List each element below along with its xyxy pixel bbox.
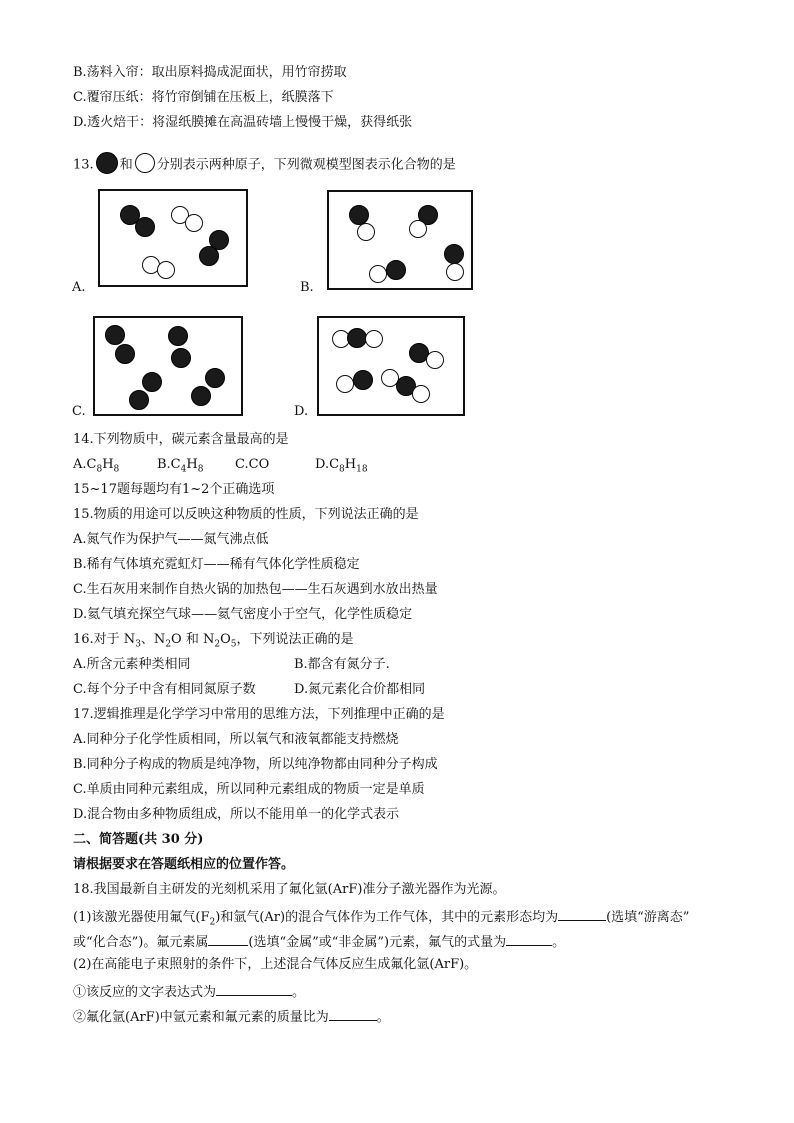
q12-option-d: D.透火焙干：将湿纸膜摊在高温砖墙上慢慢干燥，获得纸张 bbox=[73, 115, 413, 130]
answer-blank[interactable] bbox=[329, 1006, 377, 1021]
q15-option-b: B.稀有气体填充霓虹灯——稀有气体化学性质稳定 bbox=[73, 557, 360, 572]
black-atom-icon bbox=[142, 372, 162, 392]
answer-blank[interactable] bbox=[216, 981, 292, 996]
black-atom-icon bbox=[129, 390, 149, 410]
q17-option-d: D.混合物由多种物质组成，所以不能用单一的化学式表示 bbox=[73, 807, 400, 822]
black-atom-icon bbox=[191, 386, 211, 406]
black-atom-icon bbox=[349, 205, 369, 225]
black-atom-icon bbox=[135, 217, 155, 237]
white-atom-icon bbox=[157, 261, 175, 279]
section-title: 二、简答题(共 30 分) bbox=[73, 832, 204, 847]
q13-label-a: A. bbox=[72, 280, 86, 295]
q14-option-d: $D.C_8H_{18}$ bbox=[315, 457, 368, 475]
black-atom-icon bbox=[115, 344, 135, 364]
q18-part1-line1: (1)该激光器使用氟气$(F_2)$和氩气(Ar)的混合气体作为工作气体，其中的元素形态均为 (选填“游离态” bbox=[73, 906, 689, 932]
q18-part2-1: ①该反应的文字表达式为 。 bbox=[73, 981, 305, 1002]
q14-option-a: $A.C_8H_8$ bbox=[73, 457, 120, 475]
q16-options-row1 bbox=[73, 656, 753, 674]
q13-diagram-a bbox=[98, 189, 248, 287]
white-atom-icon bbox=[412, 385, 430, 403]
q13-stem: 13. 和 分别表示两种原子，下列微观模型图表示化合物的是 bbox=[73, 152, 456, 178]
white-atom-icon bbox=[409, 220, 427, 238]
q18-part2: (2)在高能电子束照射的条件下，上述混合气体反应生成氟化氩(ArF)。 bbox=[73, 957, 478, 972]
answer-blank[interactable] bbox=[208, 931, 248, 946]
q17-option-c: C.单质由同种元素组成，所以同种元素组成的物质一定是单质 bbox=[73, 782, 425, 797]
white-atom-icon bbox=[365, 330, 383, 348]
black-atom-icon bbox=[386, 260, 406, 280]
answer-blank[interactable] bbox=[506, 931, 552, 946]
black-atom-icon bbox=[347, 328, 367, 348]
q16-option-b: B.都含有氮分子. bbox=[294, 657, 390, 672]
q12-option-b: B.荡料入帘：取出原料捣成泥面状，用竹帘捞取 bbox=[73, 65, 347, 80]
black-atom-icon bbox=[353, 370, 373, 390]
q13-label-c: C. bbox=[72, 404, 86, 419]
q14-option-b: $B.C_4H_8$ bbox=[157, 457, 204, 475]
white-atom-icon bbox=[185, 214, 203, 232]
white-atom-icon bbox=[336, 375, 354, 393]
q13-diagram-d bbox=[317, 316, 465, 416]
black-atom-icon bbox=[105, 325, 125, 345]
black-atom-icon bbox=[168, 326, 188, 346]
section-instruction: 请根据要求在答题纸相应的位置作答。 bbox=[73, 857, 295, 872]
q18-part1-line2: 或“化合态”)。氟元素属 (选填“金属”或“非金属”)元素，氟气的式量为 。 bbox=[73, 931, 565, 952]
q17-option-b: B.同种分子构成的物质是纯净物，所以纯净物都由同种分子构成 bbox=[73, 757, 438, 772]
q18-stem: 18.我国最新自主研发的光刻机采用了氟化氩(ArF)准分子激光器作为光源。 bbox=[73, 882, 506, 897]
black-atom-icon bbox=[199, 246, 219, 266]
black-atom-icon bbox=[171, 348, 191, 368]
q14-option-c: C.CO bbox=[235, 457, 270, 472]
q14-stem: 14.下列物质中，碳元素含量最高的是 bbox=[73, 432, 289, 447]
white-atom-icon bbox=[446, 263, 464, 281]
q16-stem: 16.对于 $N_3$、$N_2O$ 和 $N_2O_5$，下列说法正确的是 bbox=[73, 632, 354, 650]
white-atom-icon bbox=[135, 153, 155, 173]
q16-option-c: C.每个分子中含有相同氮原子数 bbox=[73, 682, 256, 697]
black-atom-icon bbox=[96, 152, 118, 174]
answer-blank[interactable] bbox=[558, 906, 606, 921]
q13-label-b: B. bbox=[300, 280, 314, 295]
q14-options bbox=[73, 456, 753, 474]
q13-diagram-c bbox=[93, 316, 243, 416]
multi-choice-note: 15~17题每题均有1~2个正确选项 bbox=[73, 482, 275, 497]
q16-option-d: D.氮元素化合价都相同 bbox=[294, 682, 426, 697]
q17-stem: 17.逻辑推理是化学学习中常用的思维方法，下列推理中正确的是 bbox=[73, 707, 445, 722]
q12-option-c: C.覆帘压纸：将竹帘倒铺在压板上，纸膜落下 bbox=[73, 90, 334, 105]
q15-option-a: A.氮气作为保护气——氮气沸点低 bbox=[73, 532, 269, 547]
white-atom-icon bbox=[357, 223, 375, 241]
q13-label-d: D. bbox=[294, 404, 309, 419]
q18-part2-2: ②氟化氩(ArF)中氩元素和氟元素的质量比为 。 bbox=[73, 1006, 390, 1027]
q16-option-a: A.所含元素种类相同 bbox=[73, 657, 191, 672]
black-atom-icon bbox=[205, 368, 225, 388]
q15-option-d: D.氦气填充探空气球——氦气密度小于空气，化学性质稳定 bbox=[73, 607, 413, 622]
black-atom-icon bbox=[444, 244, 464, 264]
white-atom-icon bbox=[369, 265, 387, 283]
q15-stem: 15.物质的用途可以反映这种物质的性质，下列说法正确的是 bbox=[73, 507, 419, 522]
q17-option-a: A.同种分子化学性质相同，所以氧气和液氧都能支持燃烧 bbox=[73, 732, 399, 747]
q16-options-row2 bbox=[73, 681, 753, 699]
q13-diagram-b bbox=[327, 190, 473, 290]
white-atom-icon bbox=[426, 351, 444, 369]
q15-option-c: C.生石灰用来制作自热火锅的加热包——生石灰遇到水放出热量 bbox=[73, 582, 438, 597]
